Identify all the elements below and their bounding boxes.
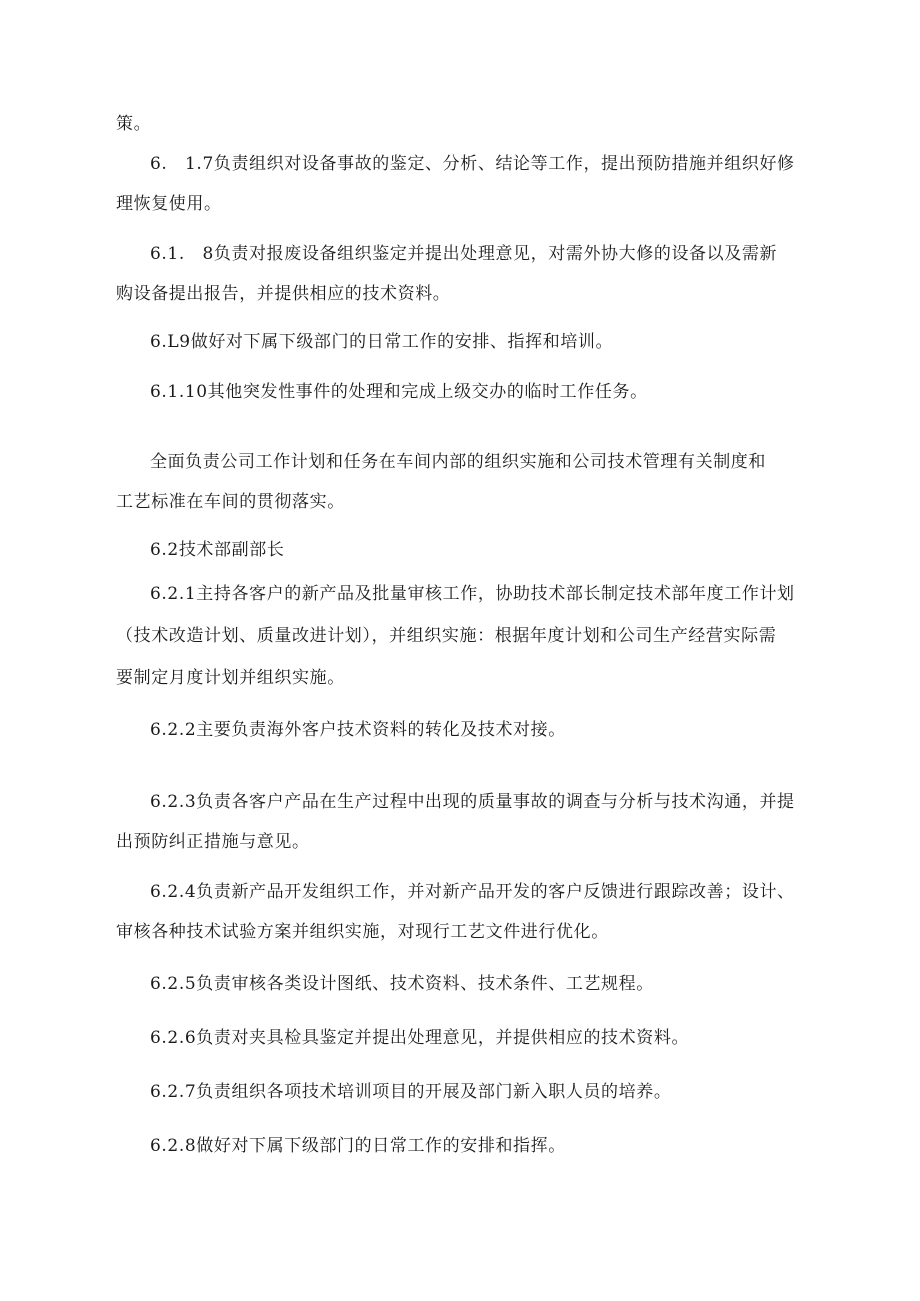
paragraph-6-2-8 <box>116 1128 826 1164</box>
paragraph-continuation <box>116 106 826 142</box>
text-line: 要制定月度计划并组织实施。 <box>116 668 345 688</box>
text-line: 6.L9做好对下属下级部门的日常工作的安排、指挥和培训。 <box>150 332 614 352</box>
text-line: 6.2.1主持各客户的新产品及批量审核工作，协助技术部长制定技术部年度工作计划 <box>150 584 795 604</box>
text-line: 6.1.10其他突发性事件的处理和完成上级交办的临时工作任务。 <box>150 382 648 402</box>
text-line: 工艺标准在车间的贯彻落实。 <box>116 492 345 512</box>
text-line: （技术改造计划、质量改进计划），并组织实施：根据年度计划和公司生产经营实际需 <box>116 626 777 646</box>
section-heading-6-2 <box>116 532 826 568</box>
text-line: 6.2.2主要负责海外客户技术资料的转化及技术对接。 <box>150 720 566 740</box>
text-line: 6. 1.7负责组织对设备事故的鉴定、分析、结论等工作，提出预防措施并组织好修 <box>150 154 795 174</box>
paragraph-6-2-5 <box>116 966 826 1002</box>
text-line: 6.2.5负责审核各类设计图纸、技术资料、技术条件、工艺规程。 <box>150 974 654 994</box>
paragraph-6-1-8 <box>116 236 826 312</box>
paragraph-6-1-9 <box>116 324 826 360</box>
text-line: 理恢复使用。 <box>116 194 222 214</box>
paragraph-6-1-10 <box>116 374 826 410</box>
paragraph-6-2-1 <box>116 576 826 696</box>
text-line: 出预防纠正措施与意见。 <box>116 832 310 852</box>
text-line: 6.2.4负责新产品开发组织工作，并对新产品开发的客户反馈进行跟踪改善；设计、 <box>150 882 795 902</box>
paragraph-6-1-7 <box>116 146 826 222</box>
text-line: 6.2.6负责对夹具检具鉴定并提出处理意见，并提供相应的技术资料。 <box>150 1028 690 1048</box>
text-line: 策。 <box>116 114 152 134</box>
text-line: 6.2.3负责各客户产品在生产过程中出现的质量事故的调查与分析与技术沟通，并提 <box>150 792 795 812</box>
paragraph-6-2-3 <box>116 784 826 860</box>
paragraph-6-2-7 <box>116 1074 826 1110</box>
paragraph-6-2-4 <box>116 874 826 950</box>
text-line: 6.2.7负责组织各项技术培训项目的开展及部门新入职人员的培养。 <box>150 1082 672 1102</box>
paragraph-overall-responsibility <box>116 444 826 520</box>
text-line: 全面负责公司工作计划和任务在车间内部的组织实施和公司技术管理有关制度和 <box>150 452 766 472</box>
paragraph-6-2-2 <box>116 712 826 748</box>
paragraph-6-2-6 <box>116 1020 826 1056</box>
section-heading: 6.2技术部副部长 <box>150 540 285 560</box>
text-line: 审核各种技术试验方案并组织实施，对现行工艺文件进行优化。 <box>116 922 609 942</box>
text-line: 6.2.8做好对下属下级部门的日常工作的安排和指挥。 <box>150 1136 566 1156</box>
text-line: 6.1. 8负责对报废设备组织鉴定并提出处理意见，对需外协大修的设备以及需新 <box>150 244 778 264</box>
text-line: 购设备提出报告，并提供相应的技术资料。 <box>116 284 451 304</box>
